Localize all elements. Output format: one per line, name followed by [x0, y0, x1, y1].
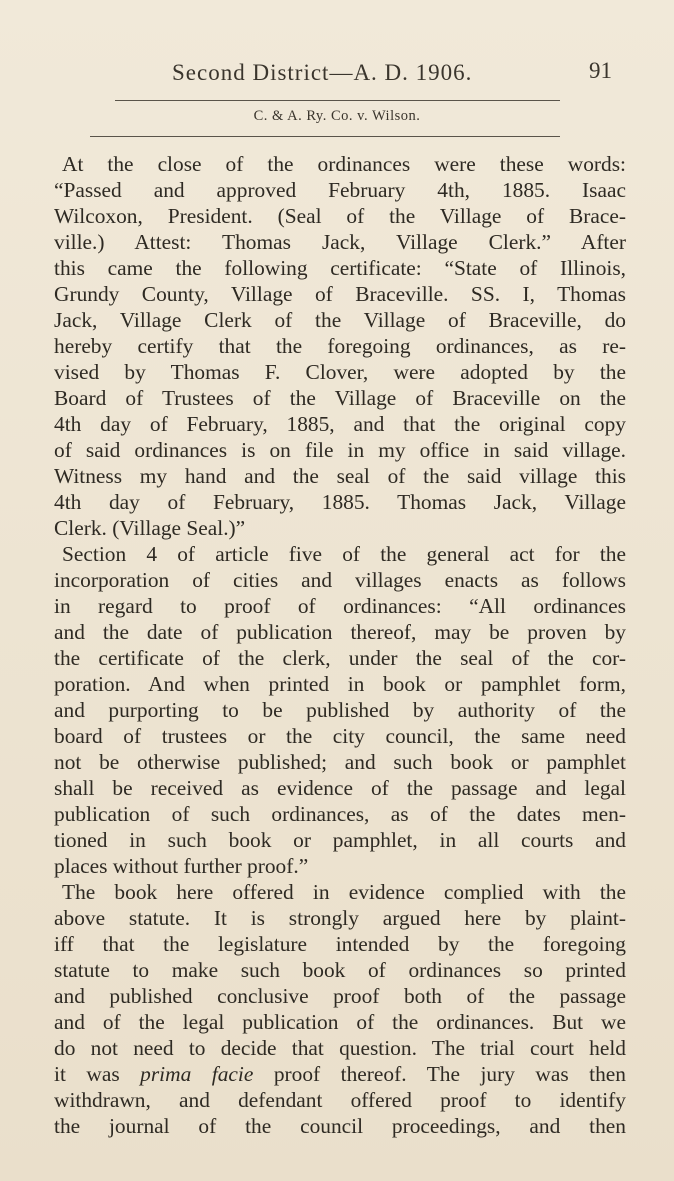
text-line: “Passed and approved February 4th, 1885. Isaac [54, 178, 626, 202]
text-line: Witness my hand and the seal of the said village this [54, 464, 626, 488]
running-head-title: Second District—A. D. 1906. [172, 60, 473, 85]
text-line: tioned in such book or pamphlet, in all courts and [54, 828, 626, 852]
text-line: publication of such ordinances, as of the dates men- [54, 802, 626, 826]
text-line: shall be received as evidence of the passage and legal [54, 776, 626, 800]
text-line: this came the following certificate: “State of Illinois, [54, 256, 626, 280]
text-line: Clerk. (Village Seal.)” [54, 516, 246, 540]
text-line: Section 4 of article five of the general act for the [62, 542, 626, 566]
text-line: and of the legal publication of the ordinances. But we [54, 1010, 626, 1034]
text-line: incorporation of cities and villages enacts as follows [54, 568, 626, 592]
case-title: C. & A. Ry. Co. v. Wilson. [253, 108, 421, 124]
text-line: vised by Thomas F. Clover, were adopted by the [54, 360, 626, 384]
text-line: Grundy County, Village of Braceville. SS. I, Thomas [54, 282, 626, 306]
text-line: in regard to proof of ordinances: “All ordinances [54, 594, 626, 618]
italic-phrase: prima facie [140, 1062, 254, 1086]
text-line: Jack, Village Clerk of the Village of Braceville, do [54, 308, 626, 332]
text-line: the journal of the council proceedings, and then [54, 1114, 626, 1138]
header-rule-bottom [90, 136, 560, 137]
text-line: the certificate of the clerk, under the seal of the cor- [54, 646, 626, 670]
header-rule-top [115, 100, 560, 101]
text-segment: proof thereof. The jury was then [253, 1062, 626, 1086]
text-line: board of trustees or the city council, the same need [54, 724, 626, 748]
text-line: At the close of the ordinances were these words: [62, 152, 626, 176]
text-line: not be otherwise published; and such book or pamphlet [54, 750, 626, 774]
text-line: of said ordinances is on file in my office in said village. [54, 438, 626, 462]
text-line-with-italic [54, 1061, 626, 1087]
text-line: iff that the legislature intended by the foregoing [54, 932, 626, 956]
text-line: places without further proof.” [54, 854, 309, 878]
text-line: above statute. It is strongly argued here by plaint- [54, 906, 626, 930]
page-number: 91 [589, 58, 612, 83]
text-segment: it was [54, 1062, 141, 1086]
text-line: The book here offered in evidence complied with the [62, 880, 626, 904]
text-line: statute to make such book of ordinances so printed [54, 958, 626, 982]
text-line: Board of Trustees of the Village of Braceville on the [54, 386, 626, 410]
text-line: poration. And when printed in book or pamphlet form, [54, 672, 626, 696]
text-line: and published conclusive proof both of the passage [54, 984, 626, 1008]
text-line: and the date of publication thereof, may be proven by [54, 620, 626, 644]
text-line: do not need to decide that question. The trial court held [54, 1036, 626, 1060]
text-line: 4th day of February, 1885. Thomas Jack, Village [54, 490, 626, 514]
text-line: 4th day of February, 1885, and that the original copy [54, 412, 626, 436]
text-line: hereby certify that the foregoing ordinances, as re- [54, 334, 626, 358]
text-line: and purporting to be published by authority of the [54, 698, 626, 722]
text-line: withdrawn, and defendant offered proof to identify [54, 1088, 626, 1112]
text-line: Wilcoxon, President. (Seal of the Village of Brace- [54, 204, 626, 228]
text-line: ville.) Attest: Thomas Jack, Village Clerk.” After [54, 230, 626, 254]
